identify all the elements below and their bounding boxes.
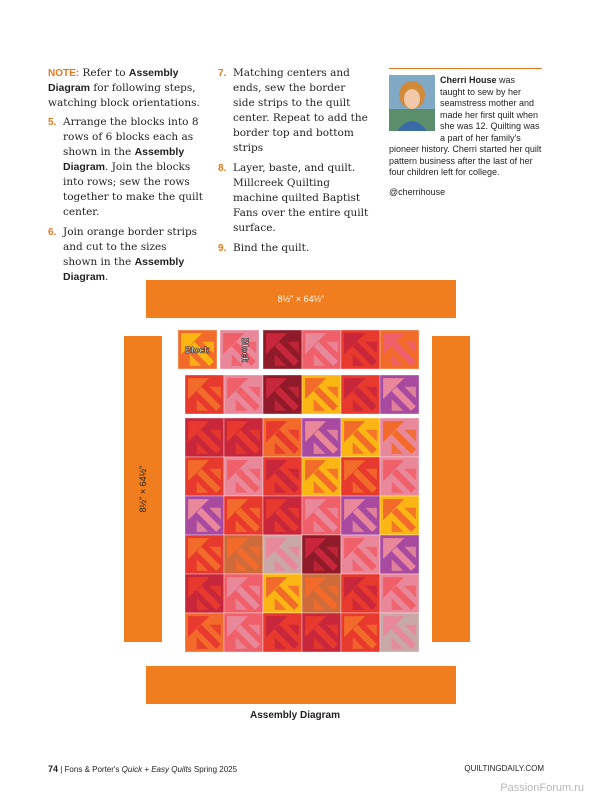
quilt-block — [380, 375, 419, 414]
quilt-block — [224, 574, 263, 613]
quilt-block — [302, 375, 341, 414]
quilt-block — [341, 496, 380, 535]
step-number: 5. — [48, 117, 57, 128]
quilt-block — [224, 496, 263, 535]
step-text: Arrange the blocks into 8 rows of 6 blocks each as shown in the Assembly Diagram. Join the blocks into rows; sew the rows together to make the quilt center. — [63, 116, 203, 218]
quilt-block — [224, 535, 263, 574]
sample-block-2 — [220, 330, 259, 369]
quilt-block — [341, 418, 380, 457]
quilt-block — [341, 457, 380, 496]
step-number: 7. — [218, 68, 227, 79]
quilt-block — [302, 330, 341, 369]
step-text: Join orange border strips and cut to the sizes shown in the Assembly Diagram. — [63, 226, 198, 283]
quilt-block — [263, 613, 302, 652]
step-text: Layer, baste, and quilt. Millcreek Quilting machine quilted Baptist Fans over the entire quilt surface. — [233, 162, 369, 234]
block-label-2: Block — [240, 337, 250, 363]
page-footer: 74 | Fons & Porter's Quick + Easy Quilts Spring 2025 QUILTINGDAILY.COM — [48, 764, 544, 774]
quilt-block — [341, 613, 380, 652]
step-number: 6. — [48, 227, 57, 238]
quilt-block — [302, 418, 341, 457]
quilt-block — [380, 496, 419, 535]
quilt-block — [263, 375, 302, 414]
step-number: 9. — [218, 243, 227, 254]
quilt-block — [380, 613, 419, 652]
quilt-block — [185, 574, 224, 613]
quilt-block — [185, 613, 224, 652]
side-border-label: 8½" × 64½" — [138, 465, 148, 513]
quilt-block — [263, 330, 302, 369]
note-paragraph: NOTE: Refer to Assembly Diagram for following steps, watching block orientations. — [48, 67, 200, 109]
quilt-block — [224, 613, 263, 652]
step-text: Bind the quilt. — [233, 242, 310, 254]
border-right-strip — [432, 336, 470, 642]
quilt-block — [341, 375, 380, 414]
diagram-caption: Assembly Diagram — [249, 710, 341, 721]
quilt-block — [380, 535, 419, 574]
page-number: 74 — [48, 764, 59, 774]
quilt-block — [380, 418, 419, 457]
quilt-block — [263, 535, 302, 574]
quilt-block — [380, 457, 419, 496]
quilt-block — [263, 457, 302, 496]
quilt-block — [302, 457, 341, 496]
block-label-1: Block — [184, 345, 210, 355]
website: QUILTINGDAILY.COM — [464, 764, 544, 773]
quilt-block — [341, 535, 380, 574]
note-label: NOTE: — [48, 68, 80, 79]
watermark: PassionForum.ru — [500, 782, 584, 794]
quilt-block — [302, 613, 341, 652]
quilt-block — [302, 535, 341, 574]
quilt-block — [224, 457, 263, 496]
quilt-block — [185, 375, 224, 414]
quilt-block — [341, 330, 380, 369]
quilt-block — [224, 418, 263, 457]
step-text: Matching centers and ends, sew the border side strips to the quilt center. Repeat to add the border top and bottom strips — [233, 67, 368, 154]
quilt-block — [185, 496, 224, 535]
quilt-block — [185, 535, 224, 574]
quilt-block — [302, 574, 341, 613]
issue-date: Spring 2025 — [191, 765, 238, 774]
quilt-block — [302, 496, 341, 535]
quilt-block — [341, 574, 380, 613]
assembly-diagram-ref: Assembly Diagram — [48, 67, 179, 94]
bio-text: Cherri House was taught to sew by her seamstress mother and made her first quilt when she was 12. Quilting was a part of her family's pioneer history. Cherri started her quilt pattern business after the last of her four children left for college. — [389, 75, 542, 177]
author-handle: @cherrihouse — [389, 186, 446, 197]
quilt-block — [380, 330, 419, 369]
quilt-block — [224, 375, 263, 414]
magazine-name: Fons & Porter's Quick + Easy Quilts — [64, 765, 192, 774]
author-name: Cherri House — [440, 75, 497, 85]
quilt-block — [185, 457, 224, 496]
quilt-block — [263, 574, 302, 613]
border-bottom-strip — [146, 666, 456, 704]
quilt-block — [263, 418, 302, 457]
quilt-block — [263, 496, 302, 535]
top-border-label: 8½" × 64½" — [277, 294, 325, 304]
quilt-block — [185, 418, 224, 457]
step-number: 8. — [218, 163, 227, 174]
quilt-block — [380, 574, 419, 613]
